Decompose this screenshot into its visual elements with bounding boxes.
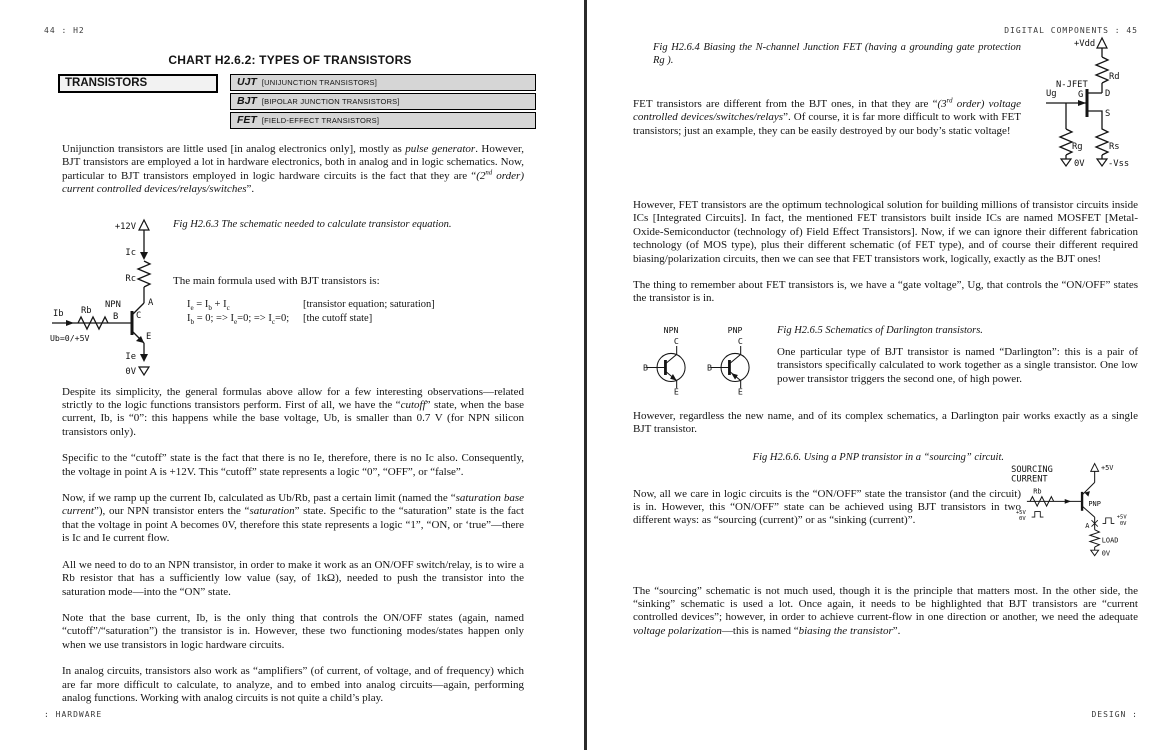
ground-label: 0V xyxy=(125,366,136,377)
page-divider xyxy=(584,0,587,750)
up-arrow-icon xyxy=(139,220,149,230)
ie-label: Ie xyxy=(125,351,136,362)
resistor-load xyxy=(1090,529,1099,546)
pnp-sourcing-schematic xyxy=(1008,449,1138,571)
node-a-label: A xyxy=(1085,521,1090,530)
paragraph: The “sourcing” schematic is not much used, though it is the principle that matters most. In the other side, the “sinking” schematic is used a lot. Once again, it needs to be highlighted that BJT transistors are “current controlled devices”; however, in order to achieve current-flow in one direction or another, we need the adequate voltage polarization—this is named “biasing the transistor”. xyxy=(633,584,1138,637)
paragraph: Specific to the “cutoff” state is the fact that there is no Ie, therefore, there is no Ic also. Consequently, the voltage in point A is +12V. This “cutoff” state represents a logic “0”, “OFF”, or “false”. xyxy=(62,452,524,478)
njfet-label: N-JFET xyxy=(1056,80,1088,90)
emitter-label: E xyxy=(737,386,743,397)
gate-ground-branch xyxy=(1060,103,1085,169)
base-label: B xyxy=(113,311,119,322)
formula-note: [transistor equation; saturation] xyxy=(303,298,435,310)
page-footer-right: DESIGN : xyxy=(1091,710,1138,719)
emitter-branch xyxy=(125,343,149,377)
pulse-icon xyxy=(1032,511,1044,517)
row-acronym: FET xyxy=(237,114,257,126)
input-low-label: 0V xyxy=(1019,515,1026,522)
ic-label: Ic xyxy=(125,247,136,258)
formula-note: [the cutoff state] xyxy=(303,312,373,324)
npn-title: NPN xyxy=(663,324,679,335)
source-label: S xyxy=(1105,109,1111,119)
jfet-circuit-schematic xyxy=(1038,35,1138,170)
page-header-left: 44 : H2 xyxy=(44,26,85,35)
resistor-rs xyxy=(1096,125,1108,155)
drain-label: D xyxy=(1105,89,1111,99)
current-label: CURRENT xyxy=(1011,474,1048,485)
emitter-arrow-icon xyxy=(670,374,677,381)
figure-sourcing-circuit xyxy=(633,449,1138,571)
emitter-label: E xyxy=(673,386,679,397)
output-high-label: +5V xyxy=(1116,514,1127,521)
row-description: [BIPOLAR JUNCTION TRANSISTORS] xyxy=(261,97,400,106)
base-arrow-icon xyxy=(1065,499,1071,504)
ug-label: Ug xyxy=(1046,89,1057,99)
ground-icon xyxy=(1097,159,1107,166)
figure-text-column xyxy=(173,217,452,377)
transistor-types-table xyxy=(58,74,536,131)
figure-text-column xyxy=(777,322,1138,386)
base-label: B xyxy=(707,362,712,373)
formula-row xyxy=(187,312,452,326)
ub-label: Ub=0/+5V xyxy=(50,332,90,343)
page-header-right: DIGITAL COMPONENTS : 45 xyxy=(1004,26,1138,35)
row-acronym: UJT xyxy=(237,76,257,88)
ground-icon xyxy=(1061,159,1071,166)
input-high-label: +5V xyxy=(1015,509,1026,516)
resistor-rc xyxy=(125,261,150,287)
paragraph: Despite its simplicity, the general formulas above allow for a few interesting observations—related strictly to the logic functions transistors perform. First of all, we have the “cutoff” state, when the base current, Ib, is “0”: this happens while the base voltage, Ub, is smaller than 0.7 V (for NPN silicon transistors only). xyxy=(62,385,524,438)
ground-icon xyxy=(139,367,149,375)
supply-rail xyxy=(1091,463,1114,482)
vdd-label: +Vdd xyxy=(1074,39,1096,49)
supply-rail xyxy=(115,220,149,239)
table-row xyxy=(230,112,536,129)
formula-expression: $I_e = I_b + I_c$ xyxy=(187,298,230,312)
formula-block xyxy=(187,298,452,326)
gate-arrow-icon xyxy=(1078,100,1086,106)
ground-label: 0V xyxy=(1074,159,1085,169)
paragraph: Now, if we ramp up the current Ib, calculated as Ub/Rb, past a certain limit (named the “saturation base current”), our NPN transistor enters the “saturation” state. Specific to the “saturation” state is the fact that the voltage in point A becomes 0V, therefore this state represents a logic “1”, “ON, or ‘true”—there is Ic and Ie current flow. xyxy=(62,492,524,545)
supply-label: +12V xyxy=(114,221,136,232)
rg-label: Rg xyxy=(1072,142,1083,152)
figure-caption: Fig H2.6.3 The schematic needed to calculate transistor equation. xyxy=(173,218,452,230)
emitter-arrow-icon xyxy=(731,373,738,380)
paragraph: However, FET transistors are the optimum technological solution for building millions of transistor circuits inside ICs [Integrated Circuits]. In fact, the mentioned FET transistors built inside ICs are named MOSFET [Metal-Oxide-Semiconductor (technology of) Field Effect Transistors]. Now, if we can ignore their different fabrication technology (of MOS type), plus their different schematic (of FET type), and of course their different required biasing/polarization circuits, then we can see that FET transistors work, logically, exactly as the BJT ones! xyxy=(633,199,1138,265)
page-right xyxy=(633,26,1138,651)
table-row xyxy=(230,74,536,91)
rd-label: Rd xyxy=(1109,72,1120,82)
load-label: LOAD xyxy=(1101,535,1119,544)
collector-branch xyxy=(1082,506,1127,530)
source-branch xyxy=(1096,125,1129,169)
bjt-circuit-schematic xyxy=(48,217,163,377)
table-rows xyxy=(230,74,536,131)
row-acronym: BJT xyxy=(237,95,257,107)
rb-label: Rb xyxy=(81,305,92,316)
resistor-rg xyxy=(1060,129,1072,155)
rb-label: Rb xyxy=(1033,487,1042,496)
rs-label: Rs xyxy=(1109,142,1120,152)
pnp-label: PNP xyxy=(1088,499,1101,508)
npn-symbol xyxy=(643,322,701,398)
paragraph: Now, all we care in logic circuits is the “ON/OFF” state the transistor (and the circuit) is in. However, this “ON/OFF” state can be achieved using BJT transistors in two different ways: as “sourcing (current)” or as “sinking (current)”. xyxy=(633,487,1021,527)
formula-row xyxy=(187,298,452,312)
formula-expression: $I_b = 0$; => $I_e=0$; => $I_c=0$; xyxy=(187,312,290,326)
page-footer-left: : HARDWARE xyxy=(44,710,103,719)
table-row xyxy=(230,93,536,110)
paragraph: All we need to do to an NPN transistor, in order to make it work as an ON/OFF switch/relay, is to wire a Rb resistor that has a sufficiently low value (say, of 1kΩ), needed to push the transistor into the saturation mode—into the “ON” state. xyxy=(62,558,524,598)
figure-bjt-equation xyxy=(48,217,536,377)
ie-arrow-icon xyxy=(140,354,148,362)
rc-label: Rc xyxy=(125,273,136,284)
base-branch xyxy=(1016,487,1082,522)
pnp-symbol xyxy=(707,322,765,398)
paragraph: In analog circuits, transistors also work as “amplifiers” (of current, of voltage, and of frequency) which are far more difficult to calculate, to analyze, and to embed into analog circuits—again, performing analog functions. Working with analog circuits is not quite a child’s play. xyxy=(62,665,524,704)
ground-label: 0V xyxy=(1101,549,1111,558)
page-left xyxy=(44,26,536,718)
figure-caption: Fig H2.6.6. Using a PNP transistor in a “sourcing” circuit. xyxy=(752,451,1004,463)
pnp-transistor-symbol xyxy=(1082,482,1101,510)
sourcing-label: SOURCING xyxy=(1011,464,1053,475)
load-branch xyxy=(1090,529,1118,557)
output-low-label: 0V xyxy=(1119,520,1127,527)
paragraph: However, regardless the new name, and of its complex schematics, a Darlington pair works exactly as a single BJT transistor. xyxy=(633,409,1138,436)
figure-caption: Fig H2.6.5 Schematics of Darlington transistors. xyxy=(777,324,983,336)
jfet-symbol xyxy=(1046,83,1110,125)
paragraph: One particular type of BJT transistor is named “Darlington”: this is a pair of transistors specifically calculated to work together as a single transistor. One low power transistor triggers the second one, of high power. xyxy=(777,345,1138,385)
paragraph: Note that the base current, Ib, is the only thing that controls the ON/OFF states (again, named “cutoff”/“saturation”) the transistor is in. However, these two functioning modes/states happen only when we use transistors in logic hardware circuits. xyxy=(62,611,524,651)
down-arrow-icon xyxy=(140,252,148,260)
figure-text-column xyxy=(633,35,1021,138)
npn-label: NPN xyxy=(105,299,121,310)
collector-label: C xyxy=(136,310,142,321)
row-description: [FIELD-EFFECT TRANSISTORS] xyxy=(261,116,380,125)
darlington-symbols xyxy=(643,322,765,398)
vss-label: -Vss xyxy=(1108,159,1130,169)
collector-label: C xyxy=(673,335,679,346)
supply-rail xyxy=(1074,38,1107,57)
ib-arrow-icon xyxy=(66,320,74,326)
node-a-label: A xyxy=(148,297,154,308)
row-description: [UNIJUNCTION TRANSISTORS] xyxy=(261,78,377,87)
paragraph: Unijunction transistors are little used [in analog electronics only], mostly as pulse generator. However, BJT transistors are employed a lot in hardware electronics, both in analog and in logic schematics. Now, particular to BJT transistors employed in logic hardware circuits is the fact that they are “(2nd order) current controlled devices/relays/switches”. xyxy=(62,143,524,196)
base-label: B xyxy=(643,362,648,373)
npn-transistor-symbol xyxy=(105,300,151,343)
collector-label: C xyxy=(737,335,743,346)
gate-label: G xyxy=(1078,90,1084,100)
table-row-header: TRANSISTORS xyxy=(58,74,218,93)
ground-icon xyxy=(1091,550,1099,556)
figure-caption: Fig H2.6.4 Biasing the N-channel Junction FET (having a grounding gate protection Rg ). xyxy=(653,42,1021,67)
paragraph: FET transistors are different from the BJT ones, in that they are “(3rd order) voltage controlled devices/switches/relays”. Of course, it is far more difficult to work with FET transistors; just an example, they can be easily destroyed by our body’s static voltage! xyxy=(633,97,1022,137)
ib-label: Ib xyxy=(53,308,64,319)
pulse-icon xyxy=(1103,518,1115,524)
figure-jfet-biasing xyxy=(633,35,1138,185)
emitter-label: E xyxy=(146,331,152,342)
paragraph: The thing to remember about FET transistors is, we have a “gate voltage”, Ug, that controls the “ON/OFF” states the transistor is in. xyxy=(633,279,1138,305)
base-branch xyxy=(50,306,132,343)
collector-current xyxy=(125,239,148,260)
up-arrow-icon xyxy=(1097,38,1107,48)
supply-label: +5V xyxy=(1100,463,1114,472)
formula-intro: The main formula used with BJT transistors is: xyxy=(173,274,380,287)
up-arrow-icon xyxy=(1091,463,1099,471)
chart-title: CHART H2.6.2: TYPES OF TRANSISTORS xyxy=(168,53,412,67)
pnp-title: PNP xyxy=(727,324,743,335)
resistor-rd xyxy=(1096,57,1120,83)
figure-darlington xyxy=(633,322,1138,398)
